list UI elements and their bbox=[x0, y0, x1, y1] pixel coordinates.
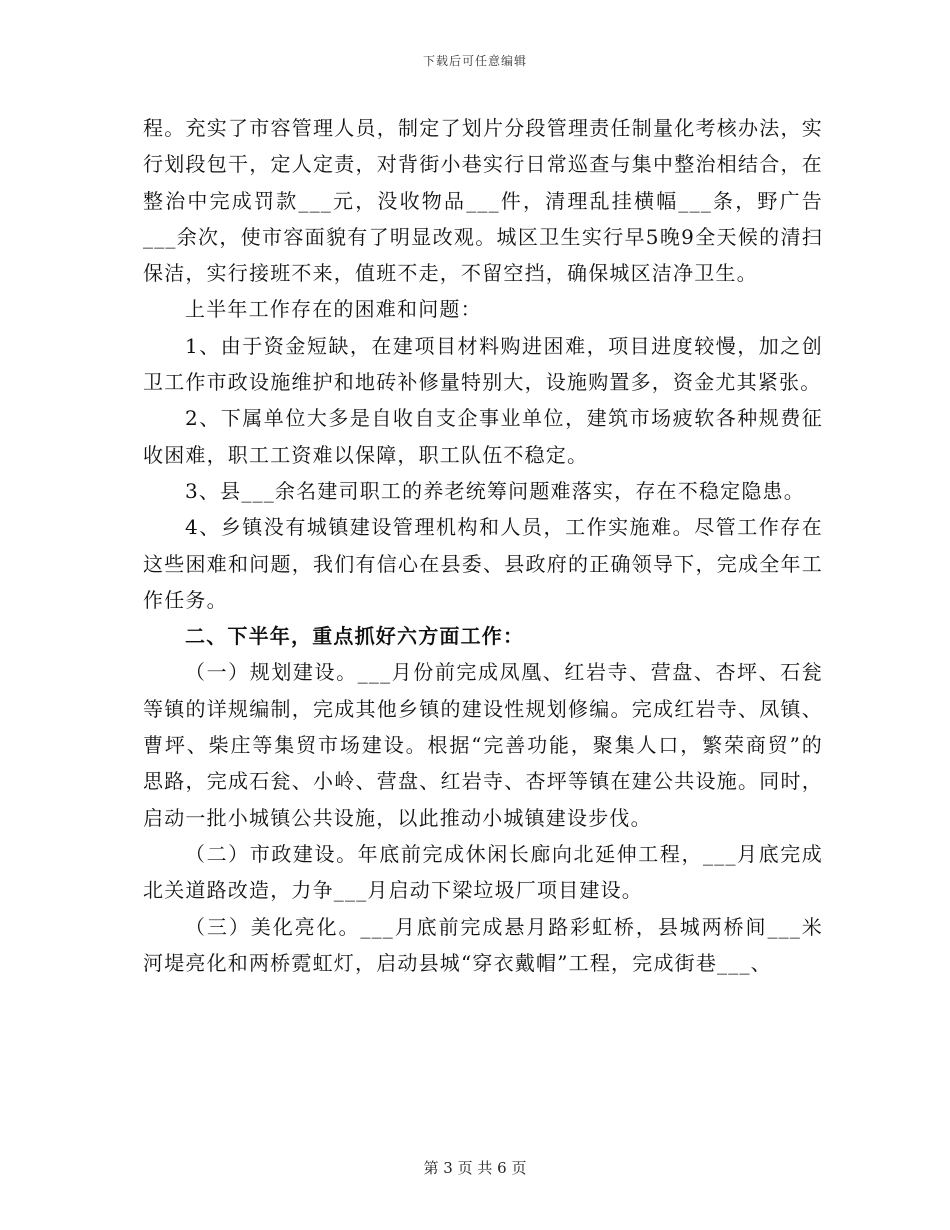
paragraph-city-appearance: 程。充实了市容管理人员，制定了划片分段管理责任制量化考核办法，实行划段包干，定人定责，对背街小巷实行日常巡查与集中整治相结合，在整治中完成罚款___元，没收物品___件，清理乱挂横幅___条，野广告___余次，使市容面貌有了明显改观。城区卫生实行早5晚9全天候的清扫保洁，实行接班不来，值班不走，不留空挡，确保城区洁净卫生。 bbox=[143, 116, 823, 286]
paragraph-planning: （一）规划建设。___月份前完成凤凰、红岩寺、营盘、杏坪、石瓮等镇的详规编制，完成其他乡镇的建设性规划修编。完成红岩寺、凤镇、曹坪、柴庄等集贸市场建设。根据“完善功能，聚集人口，繁荣商贸”的思路，完成石瓮、小岭、营盘、红岩寺、杏坪等镇在建公共设施。同时，启动一批小城镇公共设施，以此推动小城镇建设步伐。 bbox=[143, 660, 823, 830]
paragraph-problem-4: 4、乡镇没有城镇建设管理机构和人员，工作实施难。尽管工作存在这些困难和问题，我们有信心在县委、县政府的正确领导下，完成全年工作任务。 bbox=[143, 515, 823, 612]
page-header-note: 下载后可任意编辑 bbox=[422, 54, 527, 68]
paragraph-beautification: （三）美化亮化。___月底前完成悬月路彩虹桥，县城两桥间___米河堤亮化和两桥霓虹灯，启动县城“穿衣戴帽”工程，完成街巷___、 bbox=[143, 914, 823, 975]
document-body bbox=[143, 110, 823, 981]
paragraph-problem-2: 2、下属单位大多是自收自支企事业单位，建筑市场疲软各种规费征收困难，职工工资难以保障，职工队伍不稳定。 bbox=[143, 406, 823, 467]
page-number: 第 3 页 共 6 页 bbox=[423, 1159, 527, 1177]
section-heading-second-half: 二、下半年，重点抓好六方面工作： bbox=[185, 624, 525, 649]
paragraph-municipal: （二）市政建设。年底前完成休闲长廊向北延伸工程，___月底完成北关道路改造，力争___月启动下梁垃圾厂项目建设。 bbox=[143, 841, 823, 903]
paragraph-problem-3: 3、县___余名建司职工的养老统筹问题难落实，存在不稳定隐患。 bbox=[185, 478, 805, 503]
paragraph-problem-1: 1、由于资金短缺，在建项目材料购进困难，项目进度较慢，加之创卫工作市政设施维护和地砖补修量特别大，设施购置多，资金尤其紧张。 bbox=[143, 333, 823, 395]
paragraph-problems-intro: 上半年工作存在的困难和问题： bbox=[185, 297, 482, 322]
